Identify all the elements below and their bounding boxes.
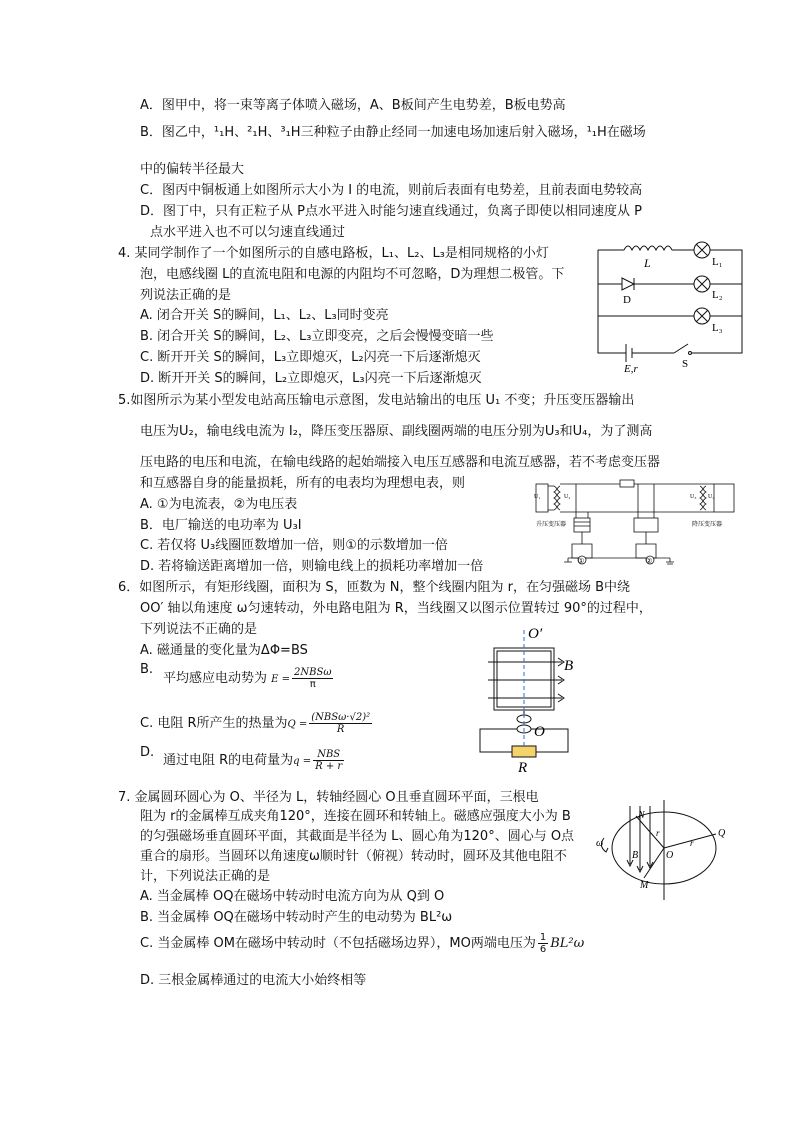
q4-option-b: B. 闭合开关 S的瞬间，L₂、L₃立即变亮，之后会慢慢变暗一些: [140, 329, 494, 344]
q6-b-formula: $\frac{\text{2NBSω}}{\pi}$: [294, 667, 332, 690]
q3-option-a: A．图甲中，将一束等离子体喷入磁场，A、B板间产生电势差，B板电势高: [140, 98, 566, 113]
u3-label: U₃: [690, 494, 697, 500]
inductor-label: L: [644, 256, 651, 270]
u4-label: U₄: [708, 494, 715, 500]
q5-option-d: D. 若将输送距离增加一倍，则输电线上的损耗功率增加一倍: [140, 559, 484, 574]
meter-2: ②: [646, 557, 653, 565]
q4-stem-2: 泡，电感线圈 L的直流电阻和电源的内阻均不可忽略，D为理想二极管。下: [140, 267, 565, 282]
q7-option-a: A. 当金属棒 OQ在磁场中转动时电流方向为从 Q到 O: [140, 889, 445, 904]
q5-stem-3: 压电路的电压和电流，在输电线路的起始端接入电压互感器和电流互感器，若不考虑变压器: [140, 455, 661, 470]
q7-ring-diagram: [596, 796, 746, 904]
q4-option-c: C. 断开开关 S的瞬间，L₃立即熄灭，L₂闪亮一下后逐渐熄灭: [140, 350, 481, 365]
rod-r-label-2: r: [690, 838, 694, 848]
q5-stem-1: 5.如图所示为某小型发电站高压输电示意图，发电站输出的电压 U₁ 不变；升压变压器输出: [118, 393, 635, 408]
axis-oprime-label: O′: [528, 626, 543, 642]
field-b-label: B: [564, 658, 574, 674]
source-label: E,r: [624, 363, 638, 375]
q3-option-c: C．图丙中铜板通上如图所示大小为 I 的电流，则前后表面有电势差，且前表面电势较高: [140, 183, 643, 198]
q4-stem-1: 4. 某同学制作了一个如图所示的自感电路板，L₁、L₂、L₃是相同规格的小灯: [118, 246, 549, 261]
q5-stem-2: 电压为U₂，输电线电流为 I₂，降压变压器原、副线圈两端的电压分别为U₃和U₄，为了测高: [140, 424, 653, 439]
lamp-l2-label: L₂: [712, 289, 723, 301]
q6-d-formula: $\frac{\text{NBS}}{R + r}$: [315, 749, 343, 772]
point-m-label: M: [640, 880, 649, 891]
step-up-label: 升压变压器: [536, 522, 567, 528]
q4-option-a: A. 闭合开关 S的瞬间，L₁、L₂、L₃同时变亮: [140, 308, 389, 323]
q6-stem-2: OO′ 轴以角速度 ω匀速转动，外电路电阻为 R，当线圈又以图示位置转过 90°的过程中，: [140, 601, 652, 616]
q7-stem-2: 阻为 r的金属棒互成夹角120°，连接在圆环和转轴上。磁感应强度大小为 B: [140, 809, 571, 824]
q5-option-a: A. ①为电流表，②为电压表: [140, 497, 298, 512]
resistor-r-label: R: [518, 760, 528, 776]
step-down-label: 降压变压器: [692, 522, 723, 528]
lamp-l1-label: L₁: [712, 256, 723, 268]
q7-option-d: D. 三根金属棒通过的电流大小始终相等: [140, 973, 367, 988]
omega-label: ω: [596, 838, 604, 849]
q3-option-d: D．图丁中，只有正粒子从 P点水平进入时能匀速直线通过，负离子即使以相同速度从 P: [140, 204, 642, 219]
q7-c-formula: $\frac{1}{6}$: [539, 932, 547, 955]
q5-transmission-diagram: [534, 478, 740, 568]
q3-option-d-cont: 点水平进入也不可以匀速直线通过: [150, 225, 346, 240]
rod-r-label: r: [656, 828, 660, 838]
q3-option-b-cont: 中的偏转半径最大: [140, 162, 245, 177]
q6-option-b: 平均感应电动势为 E = $\frac{\text{2NBSω}}{\pi}$: [163, 667, 332, 690]
q6-coil-diagram: [472, 626, 582, 774]
q7-option-b: B. 当金属棒 OQ在磁场中转动时产生的电动势为 BL²ω: [140, 910, 453, 925]
q7-option-c: C. 当金属棒 OM在磁场中转动时（不包括磁场边界），MO两端电压为 $\frac{1}{6}$ BL²ω: [140, 932, 585, 955]
diode-label: D: [623, 294, 631, 306]
meter-1: ①: [578, 557, 585, 565]
lamp-l3-label: L₃: [712, 322, 723, 334]
q7-stem-5: 计，下列说法正确的是: [140, 869, 271, 884]
q6-option-b-label: B.: [140, 662, 154, 677]
isotope-h1-ref: ¹₁H: [586, 125, 607, 140]
q4-circuit-diagram: [596, 238, 746, 373]
q5-stem-4: 和互感器自身的能量损耗，所有的电表均为理想电表，则: [140, 476, 466, 491]
q7-stem-3: 的匀强磁场垂直圆环平面，其截面是半径为 L、圆心角为120°、圆心与 O点: [140, 829, 575, 844]
u1-label: U₁: [534, 494, 541, 500]
q4-option-d: D. 断开开关 S的瞬间，L₂立即熄灭，L₃闪亮一下后逐渐熄灭: [140, 371, 482, 386]
point-n-label: N: [638, 810, 645, 821]
isotope-h3: ³₁H: [280, 125, 301, 140]
q6-option-d-label: D.: [140, 745, 155, 760]
q4-stem-3: 列说法正确的是: [140, 288, 232, 303]
q6-option-c: C. 电阻 R所产生的热量为Q = $\frac{\text{(NBSω·√2)²}}{R}$: [140, 712, 371, 735]
center-o-label: O: [666, 850, 674, 861]
q5-option-b: B．电厂输送的电功率为 U₃I: [140, 518, 302, 533]
axis-o-label: O: [534, 724, 545, 740]
isotope-h1: ¹₁H: [213, 125, 235, 140]
q7-stem-1: 7. 金属圆环圆心为 O、半径为 L，转轴经圆心 O且垂直圆环平面，三根电: [118, 790, 539, 805]
point-q-label: Q: [718, 828, 726, 839]
q6-stem-3: 下列说法不正确的是: [140, 622, 258, 637]
q6-c-formula: $\frac{\text{(NBSω·√2)²}}{R}$: [311, 712, 371, 735]
q6-stem-1: 6．如图所示，有矩形线圈，面积为 S，匝数为 N，整个线圈内阻为 r，在匀强磁场 B中绕: [118, 580, 631, 595]
q5-option-c: C. 若仅将 U₃线圈匝数增加一倍，则①的示数增加一倍: [140, 538, 448, 553]
isotope-h2: ²₁H: [247, 125, 268, 140]
switch-label: S: [682, 358, 689, 370]
q7-stem-4: 重合的扇形。当圆环以角速度ω顺时针（俯视）转动时，圆环及其他电阻不: [140, 849, 567, 864]
u2-label: U₂: [564, 494, 571, 500]
q3-option-b: B．图乙中，¹₁H、²₁H、³₁H三种粒子由静止经同一加速电场加速后射入磁场，¹₁H在磁场: [140, 125, 646, 140]
q6-option-d: 通过电阻 R的电荷量为q = $\frac{\text{NBS}}{R + r}$: [163, 749, 343, 772]
q6-option-a: A. 磁通量的变化量为ΔΦ=BS: [140, 643, 308, 658]
field-b-label-q7: B: [632, 850, 639, 861]
